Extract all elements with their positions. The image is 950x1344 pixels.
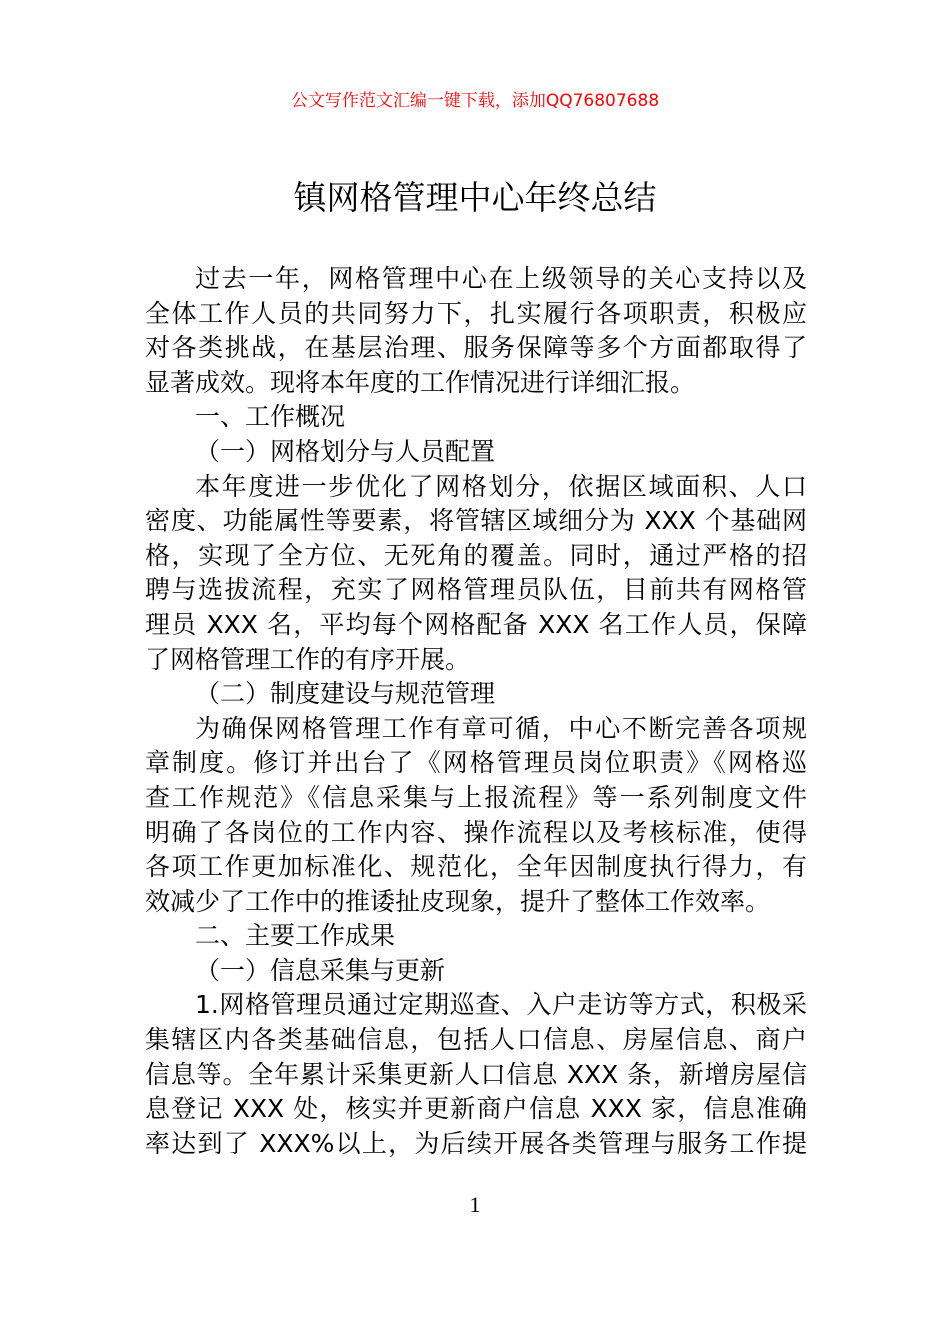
body-line: 了网格管理工作的有序开展。 [145,644,471,674]
document-title: 镇网格管理中心年终总结 [293,178,657,217]
document-body [145,262,807,1161]
subsection-heading: （一）信息采集与更新 [195,955,446,985]
subsection-heading: （一）网格划分与人员配置 [195,436,496,466]
section-heading: 一、工作概况 [195,402,346,432]
body-line: 各项工作更加标准化、规范化，全年因制度执行得力，有 [145,852,807,882]
body-line: 过去一年，网格管理中心在上级领导的关心支持以及 [195,264,807,293]
body-line: 明确了各岗位的工作内容、操作流程以及考核标准，使得 [145,817,807,847]
body-line: 全体工作人员的共同努力下，扎实履行各项职责，积极应 [145,298,807,328]
body-line: 聘与选拔流程，充实了网格管理员队伍，目前共有网格管 [145,575,807,605]
body-line: 1.网格管理员通过定期巡查、入户走访等方式，积极采 [195,990,807,1020]
body-line: 本年度进一步优化了网格划分，依据区域面积、人口 [195,471,807,501]
body-line: 为确保网格管理工作有章可循，中心不断完善各项规 [195,713,807,743]
body-line: 查工作规范》《信息采集与上报流程》等一系列制度文件 [145,782,807,812]
body-line: 显著成效。现将本年度的工作情况进行详细汇报。 [145,367,696,397]
body-line: 章制度。修订并出台了《网格管理员岗位职责》《网格巡 [145,748,807,778]
body-line: 效减少了工作中的推诿扯皮现象，提升了整体工作效率。 [145,886,771,916]
section-heading: 二、主要工作成果 [195,921,396,951]
header-note: 公文写作范文汇编一键下载，添加QQ76807688 [290,91,660,111]
body-line: 理员 XXX 名，平均每个网格配备 XXX 名工作人员，保障 [145,609,807,639]
body-line: 信息等。全年累计采集更新人口信息 XXX 条，新增房屋信 [145,1059,807,1089]
page-number: 1 [469,1192,481,1217]
body-line: 集辖区内各类基础信息，包括人口信息、房屋信息、商户 [145,1025,807,1055]
body-line: 率达到了 XXX%以上，为后续开展各类管理与服务工作提 [145,1128,807,1158]
body-line: 息登记 XXX 处，核实并更新商户信息 XXX 家，信息准确 [145,1094,807,1124]
subsection-heading: （二）制度建设与规范管理 [195,679,496,709]
body-line: 格，实现了全方位、无死角的覆盖。同时，通过严格的招 [145,540,807,570]
body-line: 密度、功能属性等要素，将管辖区域细分为 XXX 个基础网 [145,506,807,536]
body-line: 对各类挑战，在基层治理、服务保障等多个方面都取得了 [145,333,807,363]
